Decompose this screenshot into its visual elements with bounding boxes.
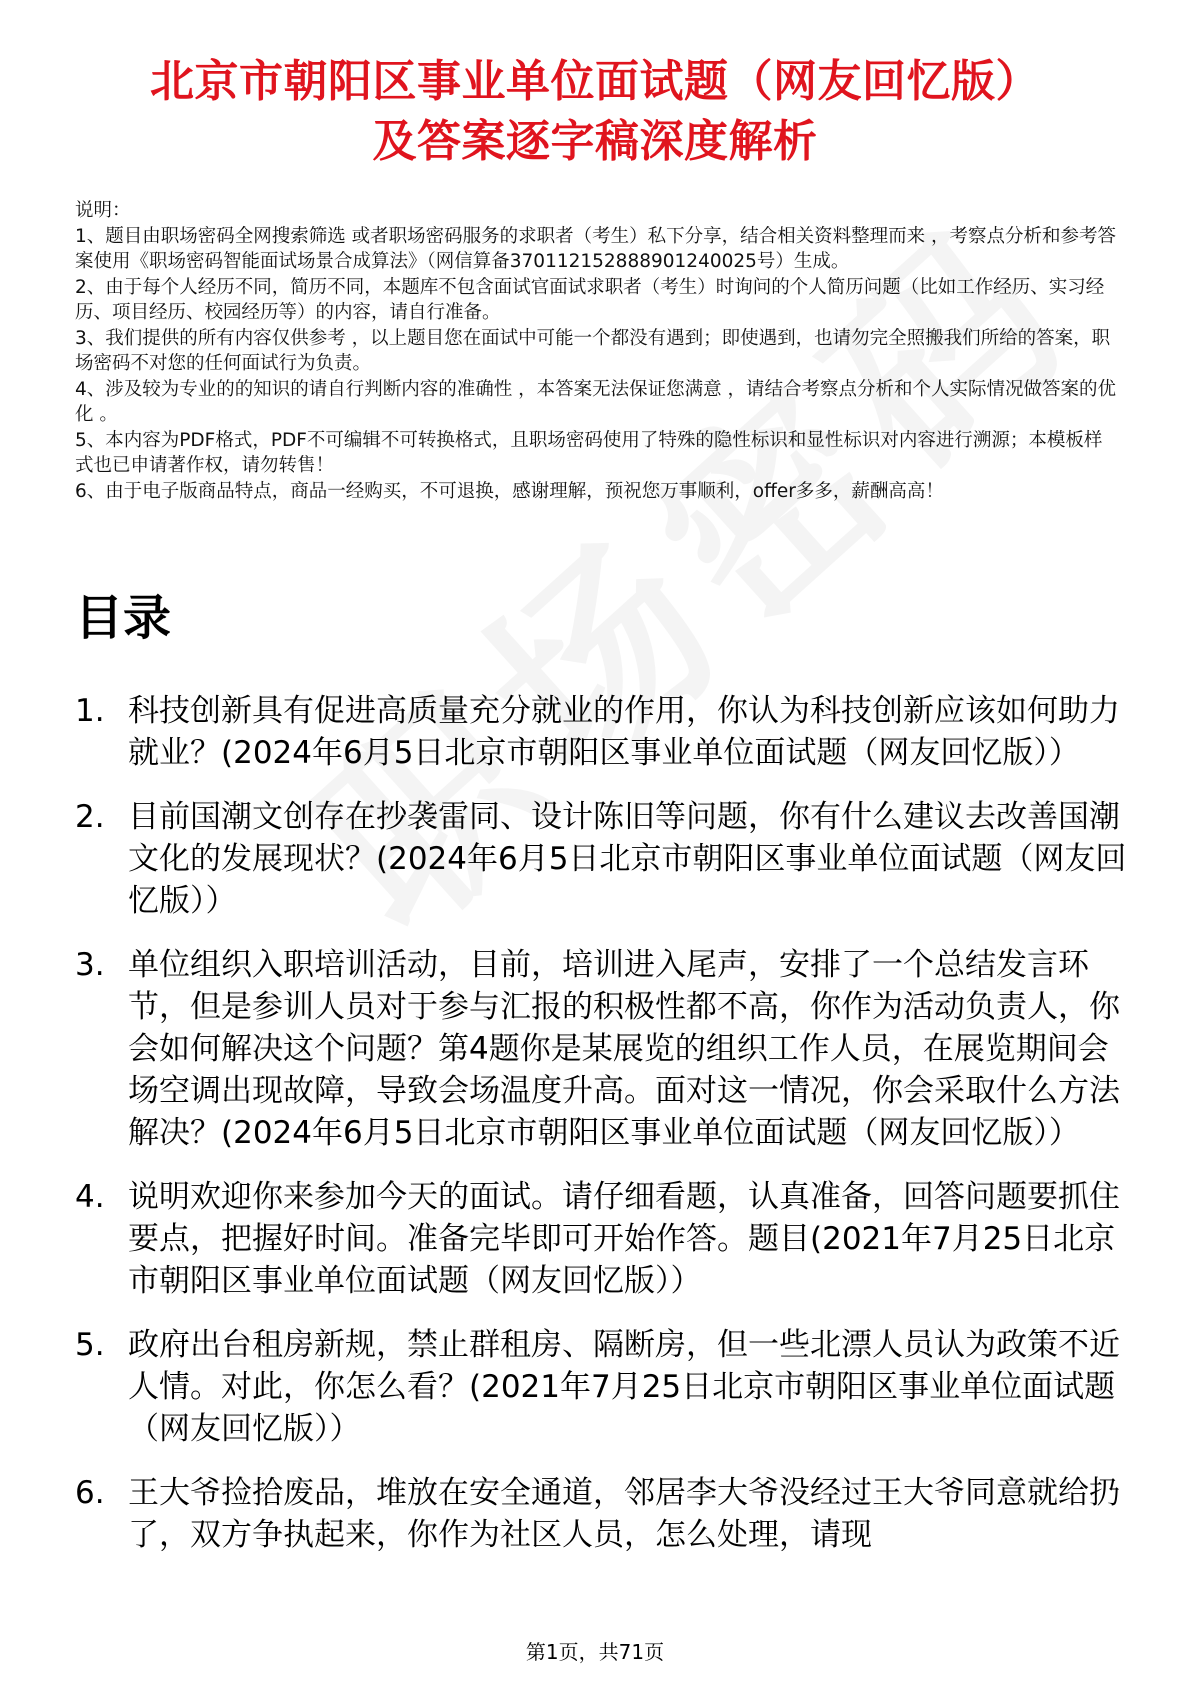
toc-item-text: 政府出台租房新规，禁止群租房、隔断房，但一些北漂人员认为政策不近人情。对此，你怎么看？(2021年7月25日北京市朝阳区事业单位面试题（网友回忆版）） [128,1327,1120,1447]
title-line-2: 及答案逐字稿深度解析 [372,116,818,167]
toc-item[interactable] [75,796,1135,922]
toc-item-number: 4. [75,1179,105,1215]
toc-item-text: 单位组织入职培训活动，目前，培训进入尾声，安排了一个总结发言环节，但是参训人员对于参与汇报的积极性都不高，你作为活动负责人，你会如何解决这个问题？第4题你是某展览的组织工作人员，在展览期间会场空调出现故障，导致会场温度升高。面对这一情况，你会采取什么方法解决？(2024年6月5日北京市朝阳区事业单位面试题（网友回忆版）） [128,947,1120,1151]
toc-heading: 目录 [75,590,172,646]
note-item: 3、我们提供的所有内容仅供参考 ，以上题目您在面试中可能一个都没有遇到；即使遇到，也请勿完全照搬我们所给的答案，职场密码不对您的任何面试行为负责。 [75,327,1111,374]
note-item: 6、由于电子版商品特点，商品一经购买，不可退换，感谢理解，预祝您万事顺利，offer多多，薪酬高高！ [75,480,944,502]
title-line-1: 北京市朝阳区事业单位面试题（网友回忆版） [150,56,1040,107]
toc-item-number: 6. [75,1475,105,1511]
toc-item-number: 1. [75,693,105,729]
note-item: 5、本内容为PDF格式，PDF不可编辑不可转换格式，且职场密码使用了特殊的隐性标识和显性标识对内容进行溯源；本模板样式也已申请著作权，请勿转售！ [75,429,1103,476]
document-title [0,52,1190,172]
note-item: 1、题目由职场密码全网搜索筛选 或者职场密码服务的求职者（考生）私下分享，结合相关资料整理而来 ，考察点分析和参考答案使用《职场密码智能面试场景合成算法》（网信算备370112152888901240025号）生成。 [75,225,1117,272]
toc-item-text: 说明欢迎你来参加今天的面试。请仔细看题，认真准备，回答问题要抓住要点，把握好时间。准备完毕即可开始作答。题目(2021年7月25日北京市朝阳区事业单位面试题（网友回忆版）） [128,1179,1120,1299]
toc-item-number: 2. [75,799,105,835]
note-item: 2、由于每个人经历不同，简历不同，本题库不包含面试官面试求职者（考生）时询问的个人简历问题（比如工作经历、实习经历、项目经历、校园经历等）的内容，请自行准备。 [75,276,1105,323]
toc-item[interactable] [75,690,1135,774]
toc-item[interactable] [75,1472,1135,1556]
page-number-footer: 第1页，共71页 [525,1640,665,1664]
toc-item[interactable] [75,944,1135,1154]
notes-section [75,198,1120,504]
notes-heading: 说明： [75,200,131,221]
toc-list [75,690,1135,1578]
toc-item-text: 王大爷捡拾废品，堆放在安全通道，邻居李大爷没经过王大爷同意就给扔了，双方争执起来，你作为社区人员，怎么处理，请现 [128,1475,1120,1553]
toc-item[interactable] [75,1324,1135,1450]
toc-item[interactable] [75,1176,1135,1302]
note-item: 4、涉及较为专业的的知识的请自行判断内容的准确性 ，本答案无法保证您满意 ，请结合考察点分析和个人实际情况做答案的优化 。 [75,378,1117,425]
toc-item-text: 科技创新具有促进高质量充分就业的作用，你认为科技创新应该如何助力就业？(2024年6月5日北京市朝阳区事业单位面试题（网友回忆版）） [128,693,1120,771]
toc-item-number: 5. [75,1327,105,1363]
toc-item-number: 3. [75,947,105,983]
toc-item-text: 目前国潮文创存在抄袭雷同、设计陈旧等问题，你有什么建议去改善国潮文化的发展现状？(2024年6月5日北京市朝阳区事业单位面试题（网友回忆版）） [128,799,1127,919]
